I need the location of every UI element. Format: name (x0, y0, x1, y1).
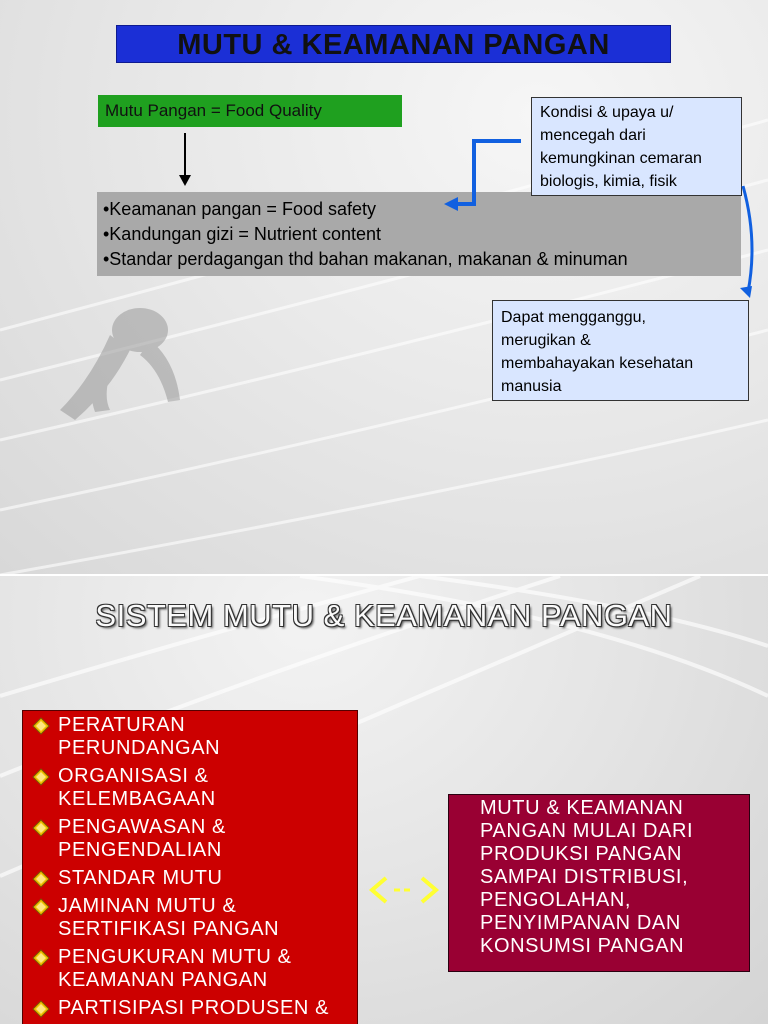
scope-line: MUTU & KEAMANAN (480, 797, 684, 819)
note-line: mencegah dari (540, 127, 646, 144)
scope-line: PANGAN MULAI DARI (480, 820, 694, 842)
note-line: Kondisi & upaya u/ (540, 104, 674, 121)
double-arrow-icon (366, 874, 442, 906)
item-line: SERTIFIKASI PANGAN (58, 918, 280, 940)
list-item (29, 714, 357, 760)
list-item (29, 765, 357, 811)
item-line: PENGENDALIAN (58, 839, 222, 861)
scope-line: KONSUMSI PANGAN (480, 935, 685, 957)
note-line: kemungkinan cemaran (540, 150, 702, 167)
list-item (29, 816, 357, 862)
component-trade-standard: •Standar perdagangan thd bahan makanan, makanan & minuman (103, 249, 628, 269)
note-line: biologis, kimia, fisik (540, 173, 677, 190)
note-line: merugikan & (501, 332, 591, 349)
connector-arrowhead-icon (444, 197, 458, 211)
diamond-bullet-icon (32, 898, 50, 916)
scope-line: PENGOLAHAN, (480, 889, 632, 911)
list-item (29, 867, 357, 890)
item-line: JAMINAN MUTU & (58, 895, 237, 917)
note-line: Dapat mengganggu, (501, 309, 646, 326)
connector-arrowhead-icon (740, 286, 752, 298)
scope-line: PRODUKSI PANGAN (480, 843, 682, 865)
slide-2 (0, 576, 768, 1024)
note-line: membahayakan kesehatan (501, 355, 694, 372)
scope-description-box (448, 794, 750, 972)
item-line: ORGANISASI & (58, 765, 209, 787)
diamond-bullet-icon (32, 768, 50, 786)
scope-line: SAMPAI DISTRIBUSI, (480, 866, 689, 888)
component-food-safety: •Keamanan pangan = Food safety (103, 199, 376, 219)
diamond-bullet-icon (32, 1000, 50, 1018)
diamond-bullet-icon (32, 870, 50, 888)
item-line: KELEMBAGAAN (58, 788, 216, 810)
item-line: PERATURAN (58, 714, 186, 736)
note-line: manusia (501, 378, 562, 395)
system-components-box (22, 710, 358, 1024)
list-item (29, 895, 357, 941)
item-line: PENGUKURAN MUTU & (58, 946, 292, 968)
item-line: PENGAWASAN & (58, 816, 226, 838)
diamond-bullet-icon (32, 717, 50, 735)
food-quality-box: Mutu Pangan = Food Quality (98, 95, 402, 127)
component-nutrient-content: •Kandungan gizi = Nutrient content (103, 224, 381, 244)
slide-1-title: MUTU & KEAMANAN PANGAN (116, 25, 671, 63)
diamond-bullet-icon (32, 949, 50, 967)
slide-2-title: SISTEM MUTU & KEAMANAN PANGAN (95, 598, 673, 633)
diamond-bullet-icon (32, 819, 50, 837)
item-line: KEAMANAN PANGAN (58, 969, 268, 991)
item-line: PARTISIPASI PRODUSEN & (58, 997, 330, 1019)
list-item (29, 946, 357, 992)
item-line: PERUNDANGAN (58, 737, 221, 759)
list-item (29, 997, 357, 1020)
scope-line: PENYIMPANAN DAN (480, 912, 681, 934)
item-line: STANDAR MUTU (58, 867, 223, 889)
